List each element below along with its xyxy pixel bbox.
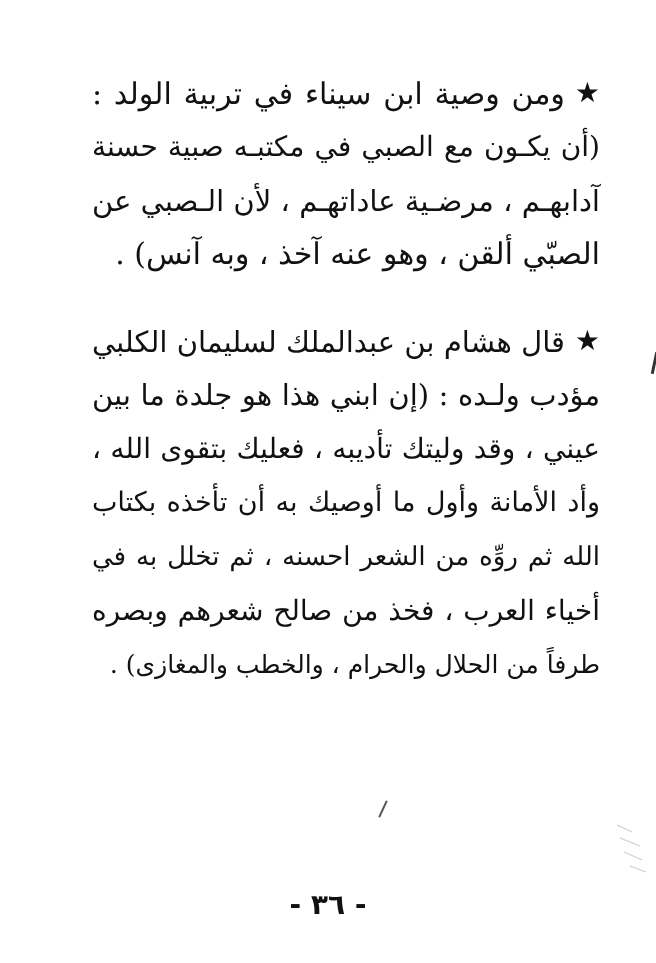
scan-edge-mark <box>651 352 656 374</box>
paragraph-line <box>92 66 600 120</box>
paragraph-line: عيني ، وقد وليتك تأديبه ، فعليك بتقوى الله ، <box>92 432 600 465</box>
star-bullet-icon: ★ <box>574 324 600 357</box>
scan-corner-marks <box>612 820 652 880</box>
star-bullet-icon: ★ <box>574 76 600 109</box>
paragraph-line: الصبّي ألقن ، وهو عنه آخذ ، وبه آنس) . <box>115 237 600 272</box>
paragraph-line: مؤدب ولـده : (إن ابني هذا هو جلدة ما بين <box>92 378 600 412</box>
page-number: - ٣٦ - <box>289 888 367 921</box>
paragraph-line: وأد الأمانة وأول ما أوصيك به أن تأخذه بكتاب <box>92 487 600 518</box>
paragraph-line <box>92 314 600 368</box>
paragraph-line: الله ثم روِّه من الشعر احسنه ، ثم تخلل به في <box>92 542 600 572</box>
paragraph-line: (أن يكـون مع الصبي في مكتبـه صبية حسنة <box>92 130 600 163</box>
paragraph-line: أخياء العرب ، فخذ من صالح شعرهم وبصره <box>92 594 600 627</box>
line-text: قال هشام بن عبدالملك لسليمان الكلبي <box>92 325 565 359</box>
paragraph-line: آدابهـم ، مرضـية عاداتهـم ، لأن الـصبي عن <box>92 184 600 218</box>
line-text: ومن وصية ابن سيناء في تربية الولد : <box>92 77 565 112</box>
paragraph-hisham <box>92 314 600 692</box>
scan-stray-mark <box>378 800 387 817</box>
paragraph-ibn-sina <box>92 66 600 282</box>
paragraph-line: طرفاً من الحلال والحرام ، والخطب والمغازى) . <box>109 650 600 679</box>
